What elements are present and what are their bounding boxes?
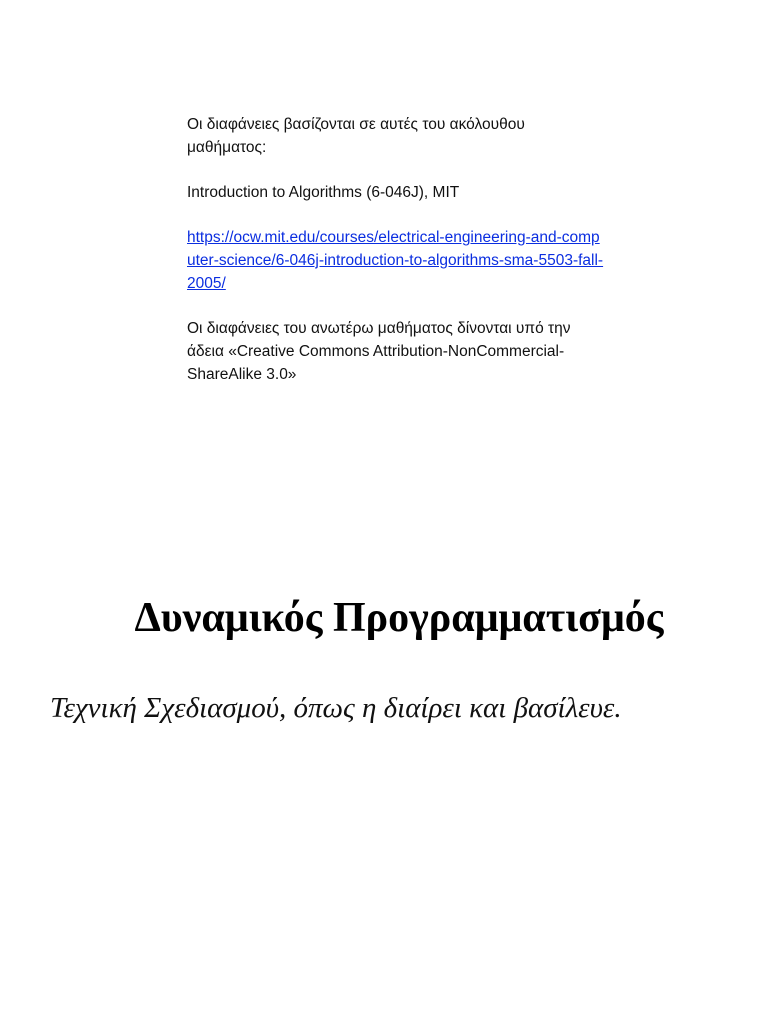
credits-block (187, 113, 607, 408)
course-link-paragraph (187, 226, 607, 295)
slide-subtitle: Τεχνική Σχεδιασμού, όπως η διαίρει και βασίλευε. (50, 692, 622, 724)
credits-intro: Οι διαφάνειες βασίζονται σε αυτές του ακόλουθου μαθήματος: (187, 116, 525, 156)
slide-title: Δυναμικός Προγραμματισμός (134, 595, 664, 641)
course-link[interactable]: https://ocw.mit.edu/courses/electrical-engineering-and-computer-science/6-046j-introduction-to-algorithms-sma-5503-fall-2005/ (187, 229, 604, 292)
license-text: Οι διαφάνειες του ανωτέρω μαθήματος δίνονται υπό την άδεια «Creative Commons Attribution-NonCommercial-ShareAlike 3.0» (187, 320, 571, 383)
course-name: Introduction to Algorithms (6-046J), MIT (187, 184, 460, 201)
